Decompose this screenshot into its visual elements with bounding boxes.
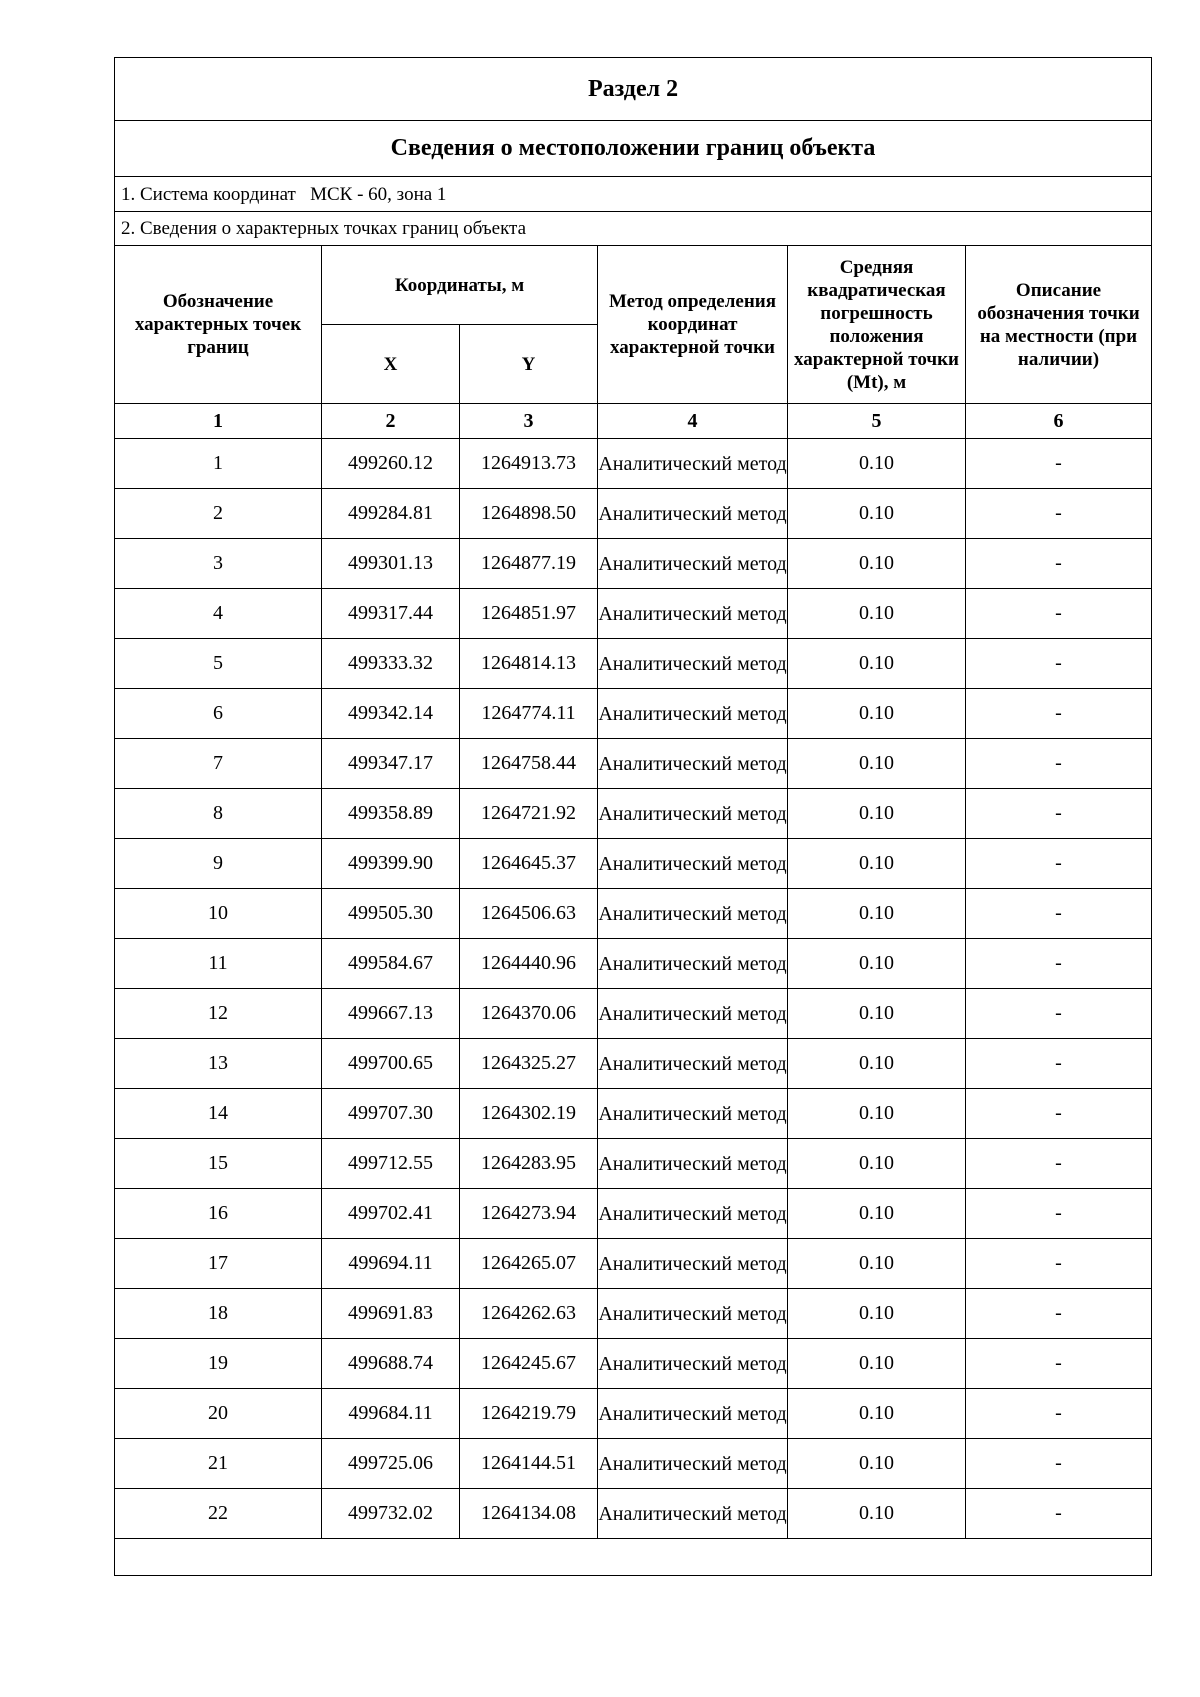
column-number: 3 (460, 404, 598, 439)
method-cell: Аналитический метод (598, 939, 788, 989)
mean-error-cell: 0.10 (788, 1089, 966, 1139)
y-coordinate-cell: 1264262.63 (460, 1289, 598, 1339)
method-cell: Аналитический метод (598, 489, 788, 539)
column-number: 4 (598, 404, 788, 439)
description-cell: - (966, 1239, 1152, 1289)
table-row (115, 1489, 1152, 1539)
table-row (115, 1389, 1152, 1439)
method-cell: Аналитический метод (598, 439, 788, 489)
coord-system-label: 1. Система координат (121, 183, 296, 205)
method-cell: Аналитический метод (598, 1039, 788, 1089)
mean-error-cell: 0.10 (788, 839, 966, 889)
mean-error-cell: 0.10 (788, 1289, 966, 1339)
point-number-cell: 12 (115, 989, 322, 1039)
coord-system-line (115, 177, 1152, 212)
mean-error-cell: 0.10 (788, 1489, 966, 1539)
y-coordinate-cell: 1264877.19 (460, 539, 598, 589)
point-number-cell: 18 (115, 1289, 322, 1339)
header-error: Средняя квадратическая погрешность положения характерной точки (Mt), м (788, 246, 966, 404)
method-cell: Аналитический метод (598, 1289, 788, 1339)
x-coordinate-cell: 499505.30 (322, 889, 460, 939)
x-coordinate-cell: 499347.17 (322, 739, 460, 789)
point-number-cell: 5 (115, 639, 322, 689)
y-coordinate-cell: 1264898.50 (460, 489, 598, 539)
mean-error-cell: 0.10 (788, 489, 966, 539)
method-cell: Аналитический метод (598, 1089, 788, 1139)
table-row (115, 789, 1152, 839)
table-row (115, 439, 1152, 489)
description-cell: - (966, 589, 1152, 639)
description-cell: - (966, 1489, 1152, 1539)
table-row (115, 689, 1152, 739)
description-cell: - (966, 1089, 1152, 1139)
description-cell: - (966, 939, 1152, 989)
y-coordinate-cell: 1264219.79 (460, 1389, 598, 1439)
description-cell: - (966, 1439, 1152, 1489)
header-y: Y (460, 325, 598, 404)
method-cell: Аналитический метод (598, 1139, 788, 1189)
description-cell: - (966, 439, 1152, 489)
table-end-row (115, 1539, 1152, 1576)
mean-error-cell: 0.10 (788, 589, 966, 639)
table-row (115, 839, 1152, 889)
mean-error-cell: 0.10 (788, 739, 966, 789)
table-row (115, 889, 1152, 939)
method-cell: Аналитический метод (598, 789, 788, 839)
y-coordinate-cell: 1264370.06 (460, 989, 598, 1039)
point-number-cell: 17 (115, 1239, 322, 1289)
y-coordinate-cell: 1264645.37 (460, 839, 598, 889)
point-number-cell: 20 (115, 1389, 322, 1439)
x-coordinate-cell: 499691.83 (322, 1289, 460, 1339)
y-coordinate-cell: 1264273.94 (460, 1189, 598, 1239)
y-coordinate-cell: 1264913.73 (460, 439, 598, 489)
description-cell: - (966, 489, 1152, 539)
mean-error-cell: 0.10 (788, 1239, 966, 1289)
method-cell: Аналитический метод (598, 1239, 788, 1289)
method-cell: Аналитический метод (598, 839, 788, 889)
point-number-cell: 6 (115, 689, 322, 739)
description-cell: - (966, 889, 1152, 939)
mean-error-cell: 0.10 (788, 789, 966, 839)
table-row (115, 1339, 1152, 1389)
mean-error-cell: 0.10 (788, 1189, 966, 1239)
y-coordinate-cell: 1264440.96 (460, 939, 598, 989)
table-row (115, 639, 1152, 689)
method-cell: Аналитический метод (598, 889, 788, 939)
mean-error-cell: 0.10 (788, 1039, 966, 1089)
description-cell: - (966, 1389, 1152, 1439)
x-coordinate-cell: 499700.65 (322, 1039, 460, 1089)
empty-cell (115, 1539, 1152, 1576)
column-number: 5 (788, 404, 966, 439)
mean-error-cell: 0.10 (788, 1139, 966, 1189)
description-cell: - (966, 1189, 1152, 1239)
description-cell: - (966, 1289, 1152, 1339)
description-cell: - (966, 989, 1152, 1039)
header-coords: Координаты, м (322, 246, 598, 325)
y-coordinate-cell: 1264283.95 (460, 1139, 598, 1189)
y-coordinate-cell: 1264774.11 (460, 689, 598, 739)
y-coordinate-cell: 1264302.19 (460, 1089, 598, 1139)
section-subtitle: Сведения о местоположении границ объекта (115, 121, 1152, 177)
points-section-label: 2. Сведения о характерных точках границ объекта (115, 212, 1152, 246)
column-number: 1 (115, 404, 322, 439)
method-cell: Аналитический метод (598, 1439, 788, 1489)
method-cell: Аналитический метод (598, 1189, 788, 1239)
table-row (115, 939, 1152, 989)
header-point: Обозначение характерных точек границ (115, 246, 322, 404)
description-cell: - (966, 539, 1152, 589)
mean-error-cell: 0.10 (788, 1339, 966, 1389)
x-coordinate-cell: 499694.11 (322, 1239, 460, 1289)
x-coordinate-cell: 499684.11 (322, 1389, 460, 1439)
x-coordinate-cell: 499358.89 (322, 789, 460, 839)
point-number-cell: 3 (115, 539, 322, 589)
description-cell: - (966, 1139, 1152, 1189)
mean-error-cell: 0.10 (788, 639, 966, 689)
mean-error-cell: 0.10 (788, 439, 966, 489)
description-cell: - (966, 789, 1152, 839)
x-coordinate-cell: 499284.81 (322, 489, 460, 539)
column-number: 2 (322, 404, 460, 439)
column-numbers-row (115, 404, 1152, 439)
x-coordinate-cell: 499333.32 (322, 639, 460, 689)
description-cell: - (966, 839, 1152, 889)
description-cell: - (966, 1339, 1152, 1389)
point-number-cell: 14 (115, 1089, 322, 1139)
x-coordinate-cell: 499707.30 (322, 1089, 460, 1139)
boundary-points-table (114, 57, 1152, 1576)
point-number-cell: 11 (115, 939, 322, 989)
x-coordinate-cell: 499301.13 (322, 539, 460, 589)
x-coordinate-cell: 499725.06 (322, 1439, 460, 1489)
x-coordinate-cell: 499342.14 (322, 689, 460, 739)
mean-error-cell: 0.10 (788, 539, 966, 589)
table-row (115, 1089, 1152, 1139)
point-number-cell: 16 (115, 1189, 322, 1239)
section-title: Раздел 2 (115, 58, 1152, 121)
method-cell: Аналитический метод (598, 689, 788, 739)
description-cell: - (966, 739, 1152, 789)
point-number-cell: 15 (115, 1139, 322, 1189)
table-row (115, 739, 1152, 789)
y-coordinate-cell: 1264851.97 (460, 589, 598, 639)
method-cell: Аналитический метод (598, 1489, 788, 1539)
method-cell: Аналитический метод (598, 589, 788, 639)
point-number-cell: 2 (115, 489, 322, 539)
y-coordinate-cell: 1264265.07 (460, 1239, 598, 1289)
method-cell: Аналитический метод (598, 739, 788, 789)
point-number-cell: 13 (115, 1039, 322, 1089)
mean-error-cell: 0.10 (788, 989, 966, 1039)
mean-error-cell: 0.10 (788, 1439, 966, 1489)
table-row (115, 1289, 1152, 1339)
y-coordinate-cell: 1264758.44 (460, 739, 598, 789)
method-cell: Аналитический метод (598, 1339, 788, 1389)
table-row (115, 1439, 1152, 1489)
description-cell: - (966, 689, 1152, 739)
y-coordinate-cell: 1264325.27 (460, 1039, 598, 1089)
table-row (115, 1039, 1152, 1089)
header-x: X (322, 325, 460, 404)
point-number-cell: 10 (115, 889, 322, 939)
table-row (115, 539, 1152, 589)
y-coordinate-cell: 1264506.63 (460, 889, 598, 939)
point-number-cell: 21 (115, 1439, 322, 1489)
description-cell: - (966, 639, 1152, 689)
x-coordinate-cell: 499584.67 (322, 939, 460, 989)
mean-error-cell: 0.10 (788, 939, 966, 989)
coord-system-value: МСК - 60, зона 1 (310, 183, 447, 205)
x-coordinate-cell: 499260.12 (322, 439, 460, 489)
point-number-cell: 8 (115, 789, 322, 839)
y-coordinate-cell: 1264814.13 (460, 639, 598, 689)
column-number: 6 (966, 404, 1152, 439)
y-coordinate-cell: 1264721.92 (460, 789, 598, 839)
method-cell: Аналитический метод (598, 639, 788, 689)
x-coordinate-cell: 499667.13 (322, 989, 460, 1039)
x-coordinate-cell: 499688.74 (322, 1339, 460, 1389)
point-number-cell: 7 (115, 739, 322, 789)
table-row (115, 489, 1152, 539)
table-row (115, 989, 1152, 1039)
y-coordinate-cell: 1264134.08 (460, 1489, 598, 1539)
point-number-cell: 1 (115, 439, 322, 489)
point-number-cell: 4 (115, 589, 322, 639)
table-row (115, 589, 1152, 639)
method-cell: Аналитический метод (598, 989, 788, 1039)
table-row (115, 1189, 1152, 1239)
x-coordinate-cell: 499702.41 (322, 1189, 460, 1239)
table-row (115, 1139, 1152, 1189)
x-coordinate-cell: 499732.02 (322, 1489, 460, 1539)
method-cell: Аналитический метод (598, 539, 788, 589)
y-coordinate-cell: 1264245.67 (460, 1339, 598, 1389)
header-description: Описание обозначения точки на местности (при наличии) (966, 246, 1152, 404)
table-row (115, 1239, 1152, 1289)
mean-error-cell: 0.10 (788, 889, 966, 939)
description-cell: - (966, 1039, 1152, 1089)
x-coordinate-cell: 499317.44 (322, 589, 460, 639)
point-number-cell: 19 (115, 1339, 322, 1389)
mean-error-cell: 0.10 (788, 1389, 966, 1439)
method-cell: Аналитический метод (598, 1389, 788, 1439)
header-method: Метод определения координат характерной точки (598, 246, 788, 404)
mean-error-cell: 0.10 (788, 689, 966, 739)
y-coordinate-cell: 1264144.51 (460, 1439, 598, 1489)
point-number-cell: 9 (115, 839, 322, 889)
x-coordinate-cell: 499712.55 (322, 1139, 460, 1189)
point-number-cell: 22 (115, 1489, 322, 1539)
x-coordinate-cell: 499399.90 (322, 839, 460, 889)
document-sheet (114, 57, 1151, 1576)
